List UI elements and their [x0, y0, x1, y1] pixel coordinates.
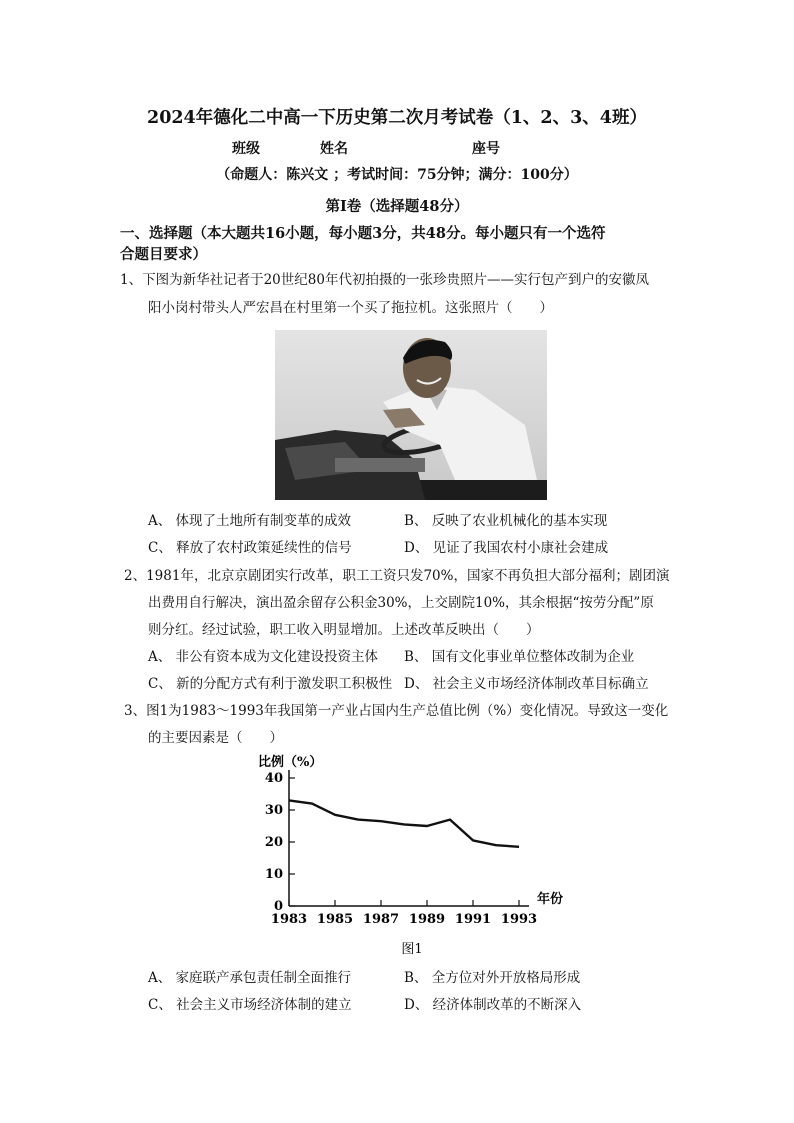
q3-stem-line2: 的主要因素是（ ）: [148, 730, 283, 746]
name-label: 姓名: [320, 141, 348, 157]
y-tick-label: 30: [264, 803, 283, 818]
y-tick-label: 20: [264, 835, 283, 850]
x-axis-label: 年份: [537, 892, 564, 907]
y-tick-label: 10: [264, 867, 283, 882]
x-tick-label: 1993: [500, 912, 538, 927]
seat-label: 座号: [472, 141, 500, 157]
q1-option-b[interactable]: B、 反映了农业机械化的基本实现: [404, 513, 608, 529]
q2-option-d[interactable]: D、 社会主义市场经济体制改革目标确立: [404, 676, 649, 692]
q2-option-c[interactable]: C、 新的分配方式有利于激发职工积极性: [148, 676, 393, 692]
q2-option-b[interactable]: B、 国有文化事业单位整体改制为企业: [404, 649, 635, 665]
q2-stem-line3: 则分红。经过试验，职工收入明显增加。上述改革反映出（ ）: [148, 622, 540, 638]
y-tick-label: 40: [264, 771, 283, 786]
part-title: 第Ⅰ卷（选择题48分）: [325, 198, 469, 215]
line-chart: [250, 746, 580, 961]
x-tick-label: 1985: [316, 912, 354, 927]
x-tick-label: 1989: [408, 912, 446, 927]
q2-option-a[interactable]: A、 非公有资本成为文化建设投资主体: [148, 649, 379, 665]
q3-option-c[interactable]: C、 社会主义市场经济体制的建立: [148, 997, 352, 1013]
y-axis-label: 比例（%）: [258, 755, 323, 770]
q1-stem-line1: 1、下图为新华社记者于20世纪80年代初拍摄的一张珍贵照片——实行包产到户的安徽凤: [120, 272, 649, 288]
section-instruction-line2: 合题目要求）: [120, 246, 207, 263]
section-instruction-line1: 一、选择题（本大题共16小题，每小题3分，共48分。每小题只有一个选符: [120, 225, 606, 242]
chart-caption: 图1: [401, 942, 423, 957]
q3-option-a[interactable]: A、 家庭联产承包责任制全面推行: [148, 970, 352, 986]
q1-option-c[interactable]: C、 释放了农村政策延续性的信号: [148, 540, 352, 556]
q1-stem-line2: 阳小岗村带头人严宏昌在村里第一个买了拖拉机。这张照片（ ）: [148, 300, 553, 316]
exam-title: 2024年德化二中高一下历史第二次月考试卷（1、2、3、4班）: [147, 108, 647, 128]
y-tick-label: 0: [273, 899, 283, 914]
q1-option-d[interactable]: D、 见证了我国农村小康社会建成: [404, 540, 609, 556]
tractor-photo: [275, 330, 547, 500]
q2-stem-line1: 2、1981年，北京京剧团实行改革，职工工资只发70%，国家不再负担大部分福利；剧团演: [124, 568, 670, 584]
q3-option-d[interactable]: D、 经济体制改革的不断深入: [404, 997, 582, 1013]
x-tick-label: 1983: [270, 912, 308, 927]
x-tick-label: 1991: [454, 912, 492, 927]
exam-meta: （命题人：陈兴文 ；考试时间：75分钟；满分：100分）: [216, 167, 578, 183]
q3-stem-line1: 3、图1为1983～1993年我国第一产业占国内生产总值比例（%）变化情况。导致这一变化: [124, 703, 669, 719]
q2-stem-line2: 出费用自行解决，演出盈余留存公积金30%，上交剧院10%，其余根据“按劳分配”原: [148, 595, 654, 611]
series-line: [289, 800, 519, 846]
q1-option-a[interactable]: A、 体现了土地所有制变革的成效: [148, 513, 352, 529]
q3-option-b[interactable]: B、 全方位对外开放格局形成: [404, 970, 581, 986]
x-tick-label: 1987: [362, 912, 400, 927]
class-label: 班级: [232, 141, 260, 157]
